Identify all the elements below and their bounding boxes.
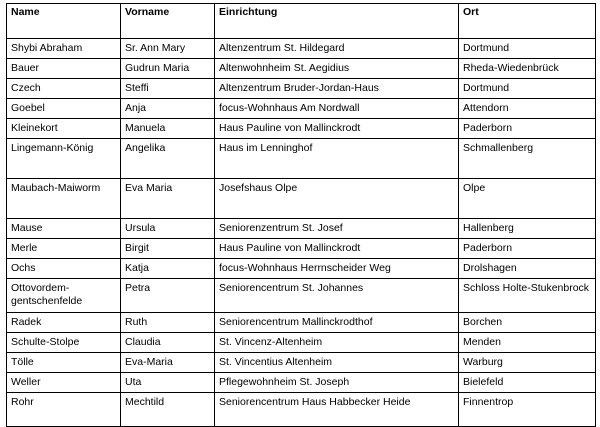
table-row bbox=[7, 119, 596, 139]
cell-name: Maubach-Maiworm bbox=[7, 179, 121, 219]
cell-ort: Warburg bbox=[459, 353, 596, 373]
table-row bbox=[7, 313, 596, 333]
cell-vorname: Ursula bbox=[121, 219, 215, 239]
cell-vorname: Steffi bbox=[121, 79, 215, 99]
cell-vorname: Katja bbox=[121, 259, 215, 279]
cell-name: Shybi Abraham bbox=[7, 39, 121, 59]
cell-vorname: Mechtild bbox=[121, 393, 215, 427]
cell-ort: Paderborn bbox=[459, 119, 596, 139]
cell-name: Kleinekort bbox=[7, 119, 121, 139]
table-row bbox=[7, 353, 596, 373]
cell-ort: Menden bbox=[459, 333, 596, 353]
cell-ort: Borchen bbox=[459, 313, 596, 333]
cell-name: Rohr bbox=[7, 393, 121, 427]
cell-name: Goebel bbox=[7, 99, 121, 119]
cell-vorname: Manuela bbox=[121, 119, 215, 139]
cell-einrichtung: Altenzentrum St. Hildegard bbox=[215, 39, 459, 59]
cell-ort: Schloss Holte-Stukenbrock bbox=[459, 279, 596, 313]
table-row bbox=[7, 259, 596, 279]
cell-einrichtung: Seniorencentrum Haus Habbecker Heide bbox=[215, 393, 459, 427]
cell-vorname: Eva Maria bbox=[121, 179, 215, 219]
cell-einrichtung: Haus im Lenninghof bbox=[215, 139, 459, 179]
table-row bbox=[7, 39, 596, 59]
table-row bbox=[7, 79, 596, 99]
cell-name: Ottovordem-gentschenfelde bbox=[7, 279, 121, 313]
table-row bbox=[7, 139, 596, 179]
cell-vorname: Gudrun Maria bbox=[121, 59, 215, 79]
cell-ort: Dortmund bbox=[459, 79, 596, 99]
cell-name: Czech bbox=[7, 79, 121, 99]
header-vorname: Vorname bbox=[121, 4, 215, 39]
cell-name: Tölle bbox=[7, 353, 121, 373]
table-row bbox=[7, 179, 596, 219]
header-ort: Ort bbox=[459, 4, 596, 39]
cell-einrichtung: Seniorencentrum Mallinckrodthof bbox=[215, 313, 459, 333]
cell-einrichtung: Haus Pauline von Mallinckrodt bbox=[215, 119, 459, 139]
table-row bbox=[7, 239, 596, 259]
cell-name: Lingemann-König bbox=[7, 139, 121, 179]
cell-vorname: Petra bbox=[121, 279, 215, 313]
cell-ort: Paderborn bbox=[459, 239, 596, 259]
cell-vorname: Ruth bbox=[121, 313, 215, 333]
cell-einrichtung: focus-Wohnhaus Am Nordwall bbox=[215, 99, 459, 119]
table-row bbox=[7, 333, 596, 353]
cell-name: Merle bbox=[7, 239, 121, 259]
cell-name: Radek bbox=[7, 313, 121, 333]
cell-einrichtung: Josefshaus Olpe bbox=[215, 179, 459, 219]
cell-einrichtung: Altenwohnheim St. Aegidius bbox=[215, 59, 459, 79]
cell-einrichtung: Seniorencentrum St. Johannes bbox=[215, 279, 459, 313]
cell-ort: Finnentrop bbox=[459, 393, 596, 427]
cell-vorname: Angelika bbox=[121, 139, 215, 179]
cell-ort: Rheda-Wiedenbrück bbox=[459, 59, 596, 79]
cell-einrichtung: St. Vincenz-Altenheim bbox=[215, 333, 459, 353]
cell-ort: Attendorn bbox=[459, 99, 596, 119]
cell-ort: Drolshagen bbox=[459, 259, 596, 279]
participants-table bbox=[6, 3, 596, 427]
cell-einrichtung: Altenzentrum Bruder-Jordan-Haus bbox=[215, 79, 459, 99]
header-einrichtung: Einrichtung bbox=[215, 4, 459, 39]
cell-name: Ochs bbox=[7, 259, 121, 279]
cell-einrichtung: Seniorenzentrum St. Josef bbox=[215, 219, 459, 239]
table-header bbox=[7, 4, 596, 39]
cell-vorname: Claudia bbox=[121, 333, 215, 353]
header-row bbox=[7, 4, 596, 39]
cell-vorname: Sr. Ann Mary bbox=[121, 39, 215, 59]
table-row bbox=[7, 373, 596, 393]
cell-name: Bauer bbox=[7, 59, 121, 79]
cell-vorname: Birgit bbox=[121, 239, 215, 259]
table-row bbox=[7, 99, 596, 119]
table-row bbox=[7, 393, 596, 427]
cell-ort: Bielefeld bbox=[459, 373, 596, 393]
table-row bbox=[7, 219, 596, 239]
cell-name: Schulte-Stolpe bbox=[7, 333, 121, 353]
cell-vorname: Anja bbox=[121, 99, 215, 119]
table-body bbox=[7, 39, 596, 427]
cell-einrichtung: St. Vincentius Altenheim bbox=[215, 353, 459, 373]
header-name: Name bbox=[7, 4, 121, 39]
cell-einrichtung: Pflegewohnheim St. Joseph bbox=[215, 373, 459, 393]
cell-vorname: Uta bbox=[121, 373, 215, 393]
table-row bbox=[7, 59, 596, 79]
cell-ort: Olpe bbox=[459, 179, 596, 219]
table-row bbox=[7, 279, 596, 313]
cell-ort: Schmallenberg bbox=[459, 139, 596, 179]
cell-vorname: Eva-Maria bbox=[121, 353, 215, 373]
cell-ort: Hallenberg bbox=[459, 219, 596, 239]
cell-name: Mause bbox=[7, 219, 121, 239]
cell-ort: Dortmund bbox=[459, 39, 596, 59]
cell-einrichtung: focus-Wohnhaus Herrnscheider Weg bbox=[215, 259, 459, 279]
cell-einrichtung: Haus Pauline von Mallinckrodt bbox=[215, 239, 459, 259]
cell-name: Weller bbox=[7, 373, 121, 393]
